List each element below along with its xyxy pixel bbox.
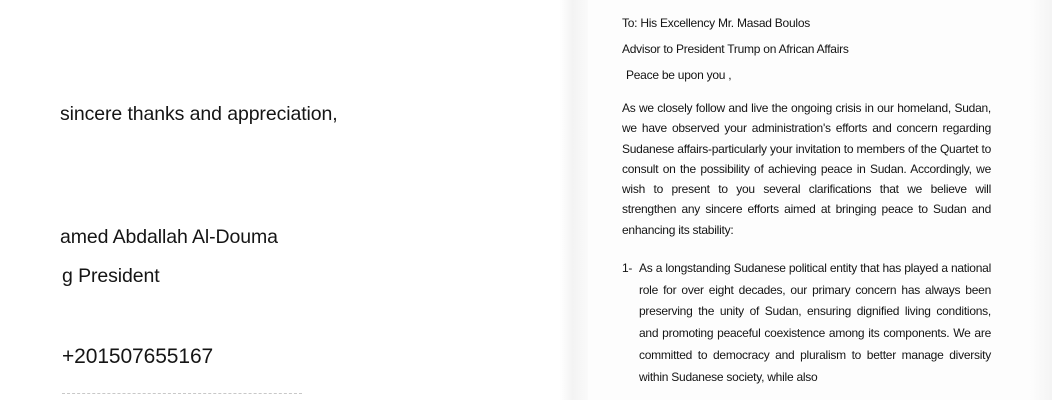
faint-cutoff-line <box>62 393 302 397</box>
closing-thanks-line: sincere thanks and appreciation, <box>60 103 338 125</box>
signatory-title: g President <box>62 265 160 287</box>
page-gutter <box>560 0 588 400</box>
signatory-name: amed Abdallah Al-Douma <box>60 226 278 248</box>
numbered-point <box>622 258 991 388</box>
page-edge-shadow <box>1030 0 1052 400</box>
recipient-line: To: His Excellency Mr. Masad Boulos <box>622 16 810 30</box>
intro-paragraph: As we closely follow and live the ongoing crisis in our homeland, Sudan, we have observed your administration's efforts and concern regarding Sudanese affairs-particularly your invitation to members of the Quartet to consult on the possibility of achieving peace in Sudan. Accordingly, we wish to present to you several clarifications that we believe will strengthen any sincere efforts aimed at bringing peace to Sudan and enhancing its stability: <box>622 101 991 237</box>
letter-body <box>622 13 991 388</box>
signatory-phone: +201507655167 <box>62 345 214 368</box>
greeting-line: Peace be upon you , <box>626 68 732 82</box>
right-page <box>588 0 1052 400</box>
point-number: 1- <box>622 261 633 276</box>
recipient-role-line: Advisor to President Trump on African Affairs <box>622 42 849 56</box>
point-text: As a longstanding Sudanese political entity that has played a national role for over eight decades, our primary concern has always been preserving the unity of Sudan, ensuring dignified living conditions, and promoting peaceful coexistence among its components. We are committed to democracy and pluralism to better manage diversity within Sudanese society, while also <box>639 261 991 384</box>
